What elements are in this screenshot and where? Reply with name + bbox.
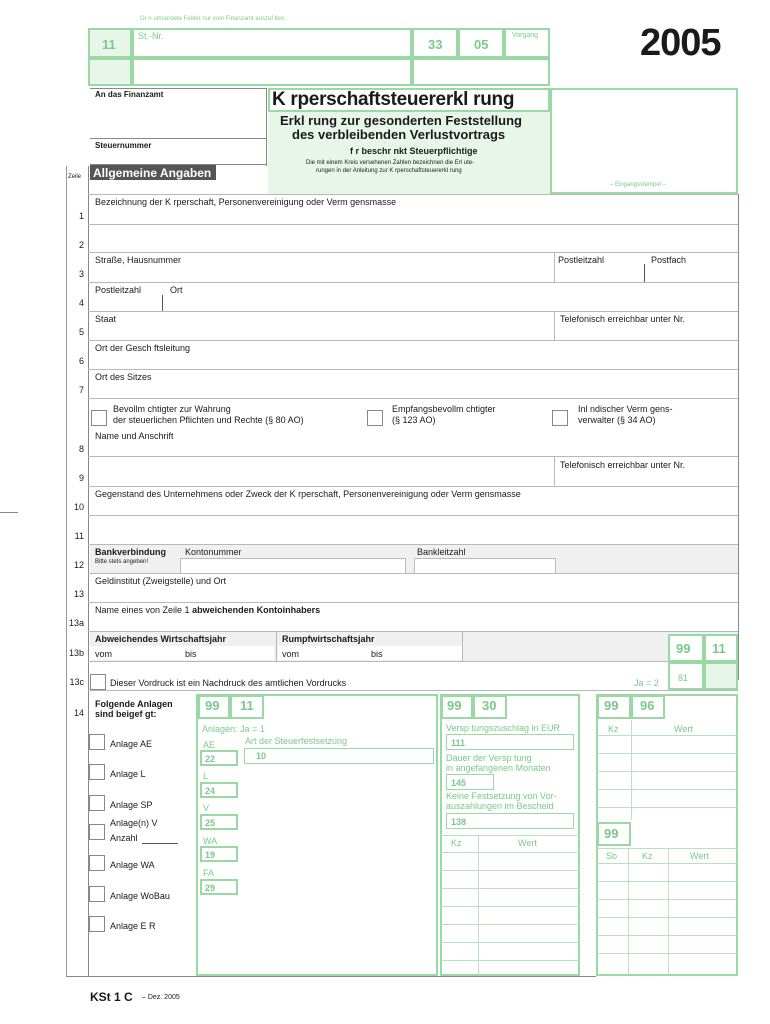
divider: [554, 457, 555, 486]
line-number: 3: [78, 269, 84, 279]
field-bezeichnung: Bezeichnung der K rperschaft, Personenvereinigung oder Verm gensmasse: [95, 197, 397, 207]
field-kontonummer: Kontonummer: [185, 547, 242, 557]
box-13c-right: [704, 662, 738, 690]
bev3b: verwalter (§ 34 AO): [578, 415, 656, 425]
box-99-anl-label: 99: [205, 698, 220, 713]
code-label-l: L: [203, 771, 209, 781]
field-abw-wj: Abweichendes Wirtschaftsjahr: [95, 634, 226, 644]
anlage-v: Anlage(n) V: [110, 818, 158, 828]
code-wa: 19: [205, 850, 216, 860]
line-number: 13: [73, 589, 84, 599]
an-das-finanzamt: An das Finanzamt: [95, 90, 164, 99]
label-wert-right: Wert: [674, 724, 693, 734]
field-rumpf-wj: Rumpfwirtschaftsjahr: [282, 634, 375, 644]
code-145: 145: [451, 778, 467, 788]
bev3a: Inl ndischer Verm gens-: [578, 404, 673, 414]
box-30-mid-label: 30: [482, 698, 497, 713]
box-81-label: 81: [678, 673, 689, 683]
line-number: 13a: [68, 618, 84, 628]
checkbox-anlage-ae[interactable]: [89, 734, 105, 750]
top-note: Gr n umrandete Felder nur vom Finanzamt auszuf llen.: [140, 16, 286, 22]
label-kz-mid: Kz: [451, 838, 462, 848]
field-postfach: Postfach: [651, 255, 687, 265]
row-line: [88, 690, 738, 691]
label-vom2: vom: [282, 649, 300, 659]
divider: [644, 264, 645, 282]
grid-line: [597, 863, 737, 864]
gutter-line: [66, 166, 67, 976]
title-note2: rungen in der Anleitung zur K rperschaftsteuererkl rung: [316, 168, 462, 174]
field-name-anschrift: Name und Anschrift: [95, 431, 174, 441]
field-kontoinhaber: [95, 605, 320, 615]
divider: [554, 253, 555, 282]
form-right-border: [738, 194, 739, 680]
label-ja1: Anlagen: Ja = 1: [202, 724, 265, 734]
grid-line: [441, 906, 579, 907]
bev2b: (§ 123 AO): [392, 415, 436, 425]
input-zuschlag[interactable]: [446, 734, 574, 750]
zeile-label: Zeile: [68, 174, 82, 180]
checkbox-vermoegensverwalter[interactable]: [552, 410, 568, 426]
fold-mark: [0, 512, 18, 513]
grid-line: [441, 924, 579, 925]
grid-line: [597, 953, 737, 954]
line-number: 5: [78, 327, 84, 337]
anlagen-heading1: Folgende Anlagen: [95, 699, 173, 709]
field-ort-geschaeftsleitung: Ort der Gesch ftsleitung: [95, 343, 191, 353]
box-99-13b-label: 99: [676, 641, 691, 656]
box-05-label: 05: [474, 37, 489, 52]
label-ja2: Ja = 2: [634, 678, 659, 688]
field-telefon2: Telefonisch erreichbar unter Nr.: [560, 460, 686, 470]
anlage-wa: Anlage WA: [110, 860, 155, 870]
label-wert2: Wert: [690, 851, 709, 861]
steuernummer-label: Steuernummer: [95, 141, 152, 150]
code-label-wa: WA: [203, 836, 218, 846]
field-ort: Ort: [170, 285, 183, 295]
grid-line: [628, 848, 629, 975]
grid-line: [441, 888, 579, 889]
line-number: 2: [78, 240, 84, 250]
checkbox-anlage-wa[interactable]: [89, 855, 105, 871]
box-99-right-label: 99: [604, 698, 619, 713]
title-note1: Die mit einem Kreis versehenen Zahlen bezeichnen die Erl ute-: [306, 160, 475, 166]
stnr-field[interactable]: [132, 28, 412, 58]
box-96-right-label: 96: [640, 698, 655, 713]
row-line: [88, 661, 668, 662]
code-111: 111: [451, 738, 466, 748]
grid-line: [441, 942, 579, 943]
divider: [90, 88, 266, 89]
anlage-ae: Anlage AE: [110, 739, 153, 749]
divider: [276, 632, 277, 661]
vorgang-label: Vorgang: [512, 32, 539, 39]
label-vom1: vom: [95, 649, 113, 659]
code-10: 10: [256, 751, 267, 761]
code-label-v: V: [203, 803, 210, 813]
section-title: Allgemeine Angaben: [93, 166, 212, 180]
line-number: 6: [78, 356, 84, 366]
stnr-label: St.-Nr.: [138, 31, 164, 41]
line-number: 1: [78, 211, 84, 221]
title-sub1: Erkl rung zur gesonderten Feststellung: [280, 113, 522, 128]
grid-line: [597, 753, 737, 754]
row-line: [88, 311, 738, 312]
grid-line: [441, 960, 579, 961]
label-kz2: Kz: [642, 851, 653, 861]
line-number: 13b: [68, 648, 84, 658]
grid-line: [597, 935, 737, 936]
field-bitte-stets: Bitte stets angeben!: [95, 559, 149, 565]
input-kontonummer[interactable]: [180, 558, 406, 574]
anlage-anzahl: Anzahl: [110, 833, 138, 843]
divider: [90, 138, 266, 139]
field-nachdruck: Dieser Vordruck ist ein Nachdruck des amtlichen Vordrucks: [110, 678, 347, 688]
line-number: 12: [73, 560, 84, 570]
grid-line: [597, 881, 737, 882]
grid-line: [597, 899, 737, 900]
kontoinhaber-bold: abweichenden Kontoinhabers: [192, 605, 321, 615]
row-line: [88, 369, 738, 370]
form-bottom-border: [66, 976, 596, 977]
box-11-label: 11: [102, 37, 116, 52]
row-line: [88, 486, 738, 487]
input-abw-wj[interactable]: [90, 646, 274, 660]
header-cell-a: [88, 58, 132, 86]
label-bis2: bis: [371, 649, 383, 659]
title-sub3: f r beschr nkt Steuerpflichtige: [350, 146, 478, 156]
header-cell-b[interactable]: [132, 58, 412, 86]
row-line: [88, 340, 738, 341]
anzahl-underline: [142, 843, 178, 844]
checkbox-anlage-l[interactable]: [89, 764, 105, 780]
grid-line: [668, 848, 669, 975]
code-label-fa: FA: [203, 868, 215, 878]
checkbox-anlage-wobau[interactable]: [89, 886, 105, 902]
divider: [266, 88, 267, 166]
line-number: 8: [78, 444, 84, 454]
eingangsstempel-box: [550, 88, 738, 194]
grid-line: [597, 917, 737, 918]
code-fa: 29: [205, 883, 216, 893]
field-bankverbindung: Bankverbindung: [95, 547, 167, 557]
input-bankleitzahl[interactable]: [414, 558, 556, 574]
divider: [162, 295, 163, 311]
grid-line: [441, 852, 579, 853]
checkbox-empfangsbevollmaechtigter[interactable]: [367, 410, 383, 426]
field-staat: Staat: [95, 314, 117, 324]
field-gegenstand: Gegenstand des Unternehmens oder Zweck der K rperschaft, Personenvereinigung oder Verm gensmasse: [95, 489, 521, 499]
grid-line: [597, 789, 737, 790]
form-date: – Dez. 2005: [142, 994, 180, 1001]
box-11-anl-label: 11: [240, 698, 254, 713]
bev1a: Bevollm chtigter zur Wahrung: [113, 404, 231, 414]
field-postleitzahl: Postleitzahl: [558, 255, 605, 265]
code-l: 24: [205, 786, 216, 796]
row-line: [88, 252, 738, 253]
checkbox-bevollmaechtigter[interactable]: [91, 410, 107, 426]
anlage-er: Anlage E R: [110, 921, 156, 931]
row-line: [88, 456, 738, 457]
field-strasse: Straße, Hausnummer: [95, 255, 182, 265]
line-number: 10: [73, 502, 84, 512]
field-plz2: Postleitzahl: [95, 285, 142, 295]
label-kz-right: Kz: [608, 724, 619, 734]
line-number: 11: [74, 531, 84, 541]
anlage-sp: Anlage SP: [110, 800, 153, 810]
line-number: 4: [78, 298, 84, 308]
field-geldinstitut: Geldinstitut (Zweigstelle) und Ort: [95, 576, 227, 586]
box-99-mid-label: 99: [447, 698, 462, 713]
label-dauer2: in angefangenen Monaten: [446, 763, 551, 773]
code-138: 138: [451, 817, 467, 827]
divider: [462, 632, 463, 661]
box-33-label: 33: [428, 37, 443, 52]
input-rumpf-wj[interactable]: [278, 646, 462, 660]
input-bezeichnung[interactable]: [90, 196, 736, 252]
line-number: 14: [73, 708, 84, 718]
field-telefon: Telefonisch erreichbar unter Nr.: [560, 314, 686, 324]
header-cell-c[interactable]: [412, 58, 550, 86]
main-title: K rperschaftsteuererkl rung: [272, 89, 515, 110]
row-line: [88, 282, 738, 283]
row-line: [88, 398, 738, 399]
field-ort-sitzes: Ort des Sitzes: [95, 372, 152, 382]
kontoinhaber-prefix: Name eines von Zeile 1: [95, 605, 190, 615]
checkbox-nachdruck[interactable]: [90, 674, 106, 690]
art-field[interactable]: [244, 748, 434, 764]
anlage-l: Anlage L: [110, 769, 146, 779]
label-art: Art der Steuerfestsetzung: [245, 736, 348, 746]
form-id: KSt 1 C: [90, 990, 133, 1004]
box-11-13b-label: 11: [712, 641, 726, 656]
title-sub2: des verbleibenden Verlustvortrags: [292, 127, 506, 142]
grid-line: [478, 835, 479, 975]
grid-line: [441, 835, 579, 836]
bev1b: der steuerlichen Pflichten und Rechte (§ 80 AO): [113, 415, 304, 425]
bev2a: Empfangsbevollm chtigter: [392, 404, 496, 414]
label-zuschlag: Versp tungszuschlag in EUR: [446, 723, 561, 733]
anlage-wobau: Anlage WoBau: [110, 891, 170, 901]
code-v: 25: [205, 818, 216, 828]
checkbox-anlage-er[interactable]: [89, 916, 105, 932]
stamp-label: – Eingangsstempel –: [610, 182, 667, 188]
checkbox-anlage-v[interactable]: [89, 824, 105, 840]
label-keine2: auszahlungen im Bescheid: [446, 801, 554, 811]
line-number: 7: [78, 385, 84, 395]
field-bankleitzahl: Bankleitzahl: [417, 547, 466, 557]
row-line: [88, 602, 738, 603]
grid-line: [597, 807, 737, 808]
code-ae: 22: [205, 754, 216, 764]
checkbox-anlage-sp[interactable]: [89, 795, 105, 811]
row-line: [88, 515, 738, 516]
label-sb: Sb: [606, 851, 618, 861]
line-number: 9: [78, 473, 84, 483]
label-wert-mid: Wert: [518, 838, 537, 848]
grid-line: [441, 870, 579, 871]
grid-line: [597, 771, 737, 772]
grid-line: [597, 848, 737, 849]
anlagen-heading2: sind beigef gt:: [95, 709, 157, 719]
grid-line: [597, 735, 737, 736]
code-label-ae: AE: [203, 740, 216, 750]
label-bis1: bis: [185, 649, 197, 659]
label-dauer1: Dauer der Versp tung: [446, 753, 532, 763]
label-keine1: Keine Festsetzung von Vor-: [446, 791, 557, 801]
line-number: 13c: [69, 677, 84, 687]
form-year: 2005: [640, 22, 721, 64]
box-99-right2-label: 99: [604, 826, 619, 841]
divider: [554, 312, 555, 340]
row-line: [88, 194, 738, 195]
